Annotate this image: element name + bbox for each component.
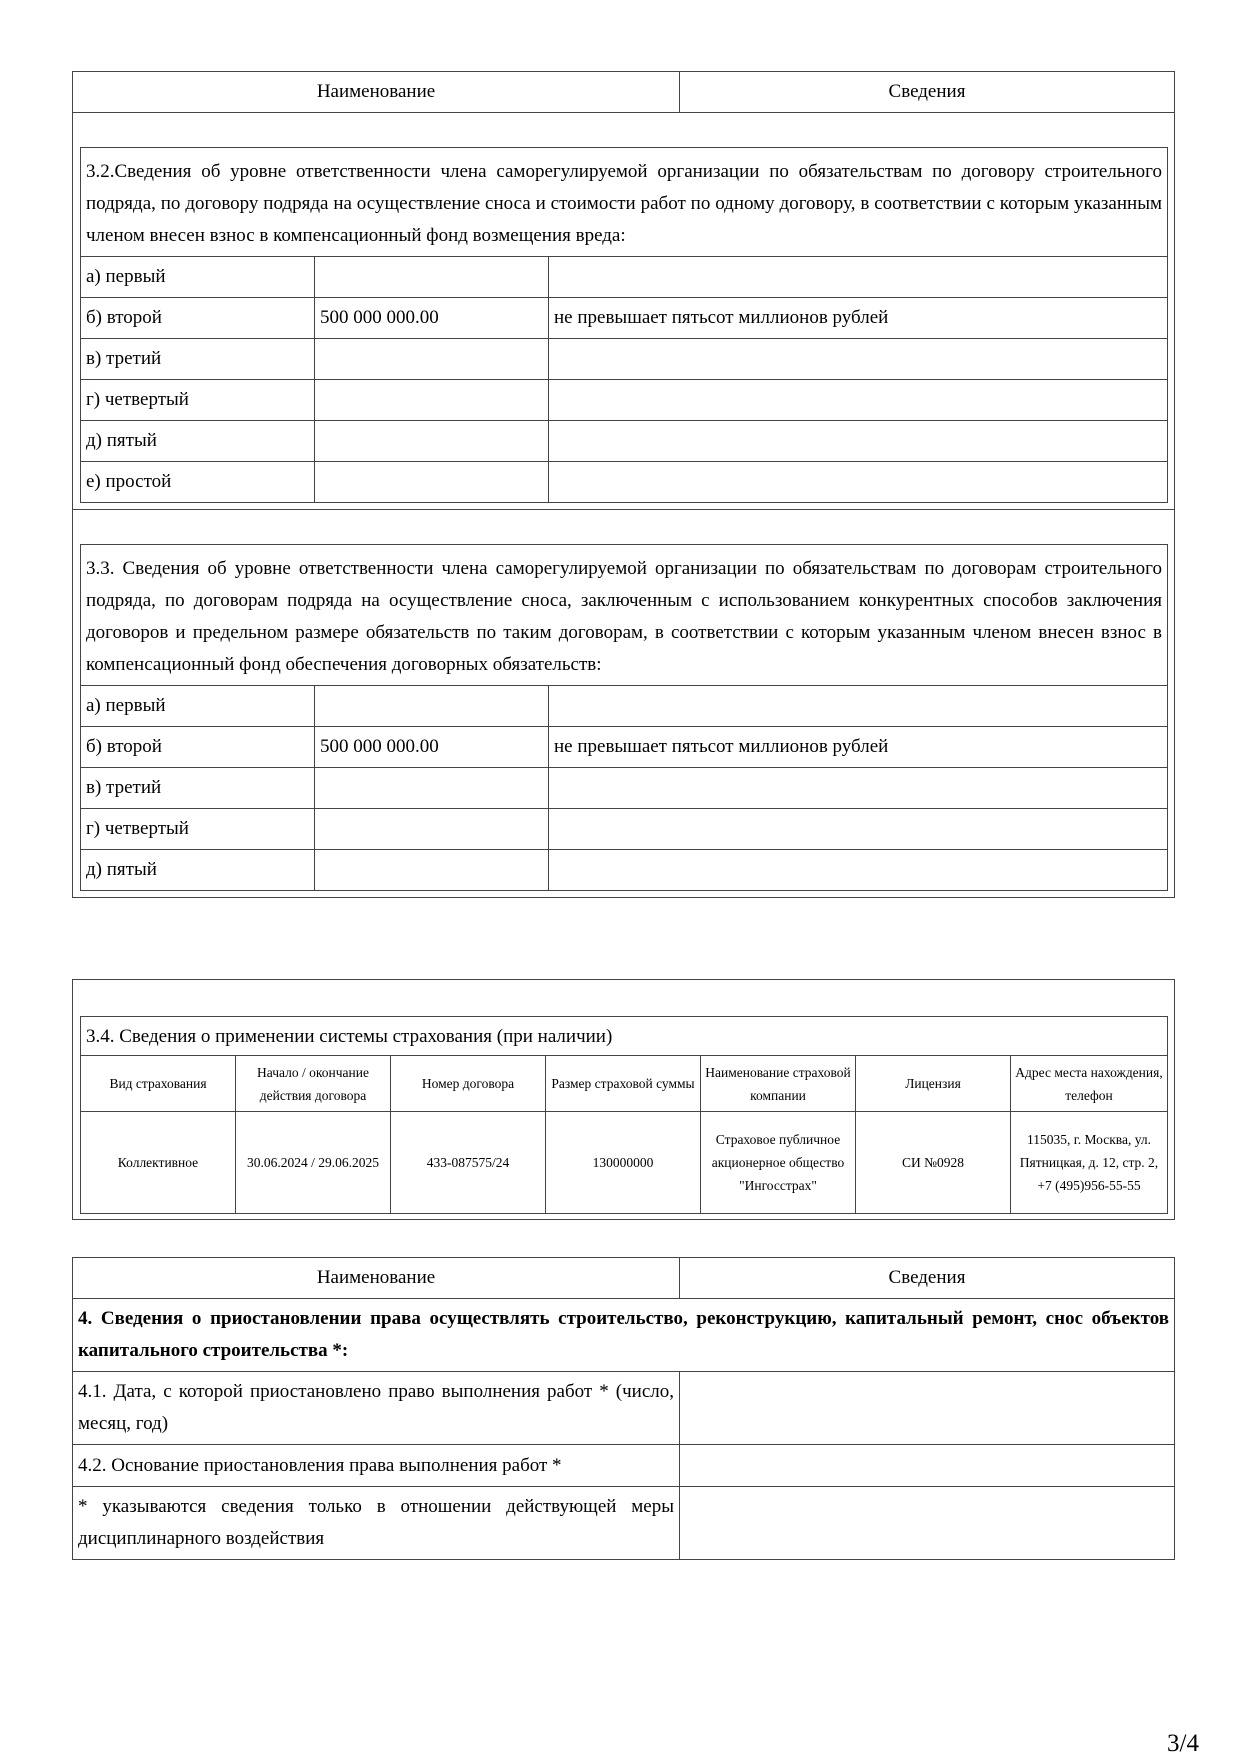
section-3-2-table — [80, 147, 1168, 503]
level-text — [549, 339, 1168, 380]
ins-type: Коллективное — [81, 1112, 236, 1214]
level-amount: 500 000 000.00 — [315, 298, 549, 339]
col-sum: Размер страховой суммы — [546, 1056, 701, 1112]
level-amount — [315, 380, 549, 421]
liability-table — [72, 71, 1175, 898]
level-label: е) простой — [81, 462, 315, 503]
insurance-table — [80, 1016, 1168, 1214]
ins-number: 433-087575/24 — [391, 1112, 546, 1214]
header-name: Наименование — [73, 1258, 680, 1299]
level-amount — [315, 850, 549, 891]
level-label: г) четвертый — [81, 380, 315, 421]
level-text — [549, 257, 1168, 298]
col-number: Номер договора — [391, 1056, 546, 1112]
level-text — [549, 768, 1168, 809]
level-amount — [315, 768, 549, 809]
suspension-table — [72, 1257, 1175, 1560]
ins-license: СИ №0928 — [856, 1112, 1011, 1214]
page-number: 3/4 — [1167, 1730, 1199, 1757]
level-label: в) третий — [81, 768, 315, 809]
level-text: не превышает пятьсот миллионов рублей — [549, 727, 1168, 768]
header-name: Наименование — [73, 72, 680, 113]
col-company: Наименование страховой компании — [701, 1056, 856, 1112]
section-3-3-title: 3.3. Сведения об уровне ответственности члена саморегулируемой организации по обязательствам по договорам строительного подряда, по договорам подряда на осуществление сноса, заключенным с использованием конкурентных способов заключения договоров и предельном размере обязательств по таким договорам, в соответствии с которым указанным членом внесен взнос в компенсационный фонд обеспечения договорных обязательств: — [81, 545, 1168, 686]
section-3-3-table — [80, 544, 1168, 891]
suspension-date-label: 4.1. Дата, с которой приостановлено право выполнения работ * (число, месяц, год) — [73, 1372, 680, 1445]
level-text — [549, 850, 1168, 891]
section-3-3 — [73, 510, 1174, 897]
suspension-date-value — [680, 1372, 1175, 1445]
level-text — [549, 809, 1168, 850]
insurance-title: 3.4. Сведения о применении системы страхования (при наличии) — [81, 1017, 1168, 1056]
section-4-title: 4. Сведения о приостановлении права осуществлять строительство, реконструкцию, капитальный ремонт, снос объектов капитального строительства *: — [73, 1299, 1175, 1372]
ins-address: 115035, г. Москва, ул. Пятницкая, д. 12, стр. 2, +7 (495)956-55-55 — [1011, 1112, 1168, 1214]
level-amount — [315, 339, 549, 380]
level-text — [549, 380, 1168, 421]
header-info: Сведения — [680, 72, 1175, 113]
level-label: д) пятый — [81, 850, 315, 891]
level-text — [549, 462, 1168, 503]
section-3-2-title: 3.2.Сведения об уровне ответственности члена саморегулируемой организации по обязательствам по договору строительного подряда, по договору подряда на осуществление сноса и стоимости работ по одному договору, в соответствии с которым указанным членом внесен взнос в компенсационный фонд возмещения вреда: — [81, 148, 1168, 257]
level-text — [549, 686, 1168, 727]
level-amount — [315, 257, 549, 298]
ins-period: 30.06.2024 / 29.06.2025 — [236, 1112, 391, 1214]
level-label: б) второй — [81, 727, 315, 768]
footnote-label: * указываются сведения только в отношении действующей меры дисциплинарного воздействия — [73, 1487, 680, 1560]
suspension-basis-value — [680, 1445, 1175, 1487]
col-license: Лицензия — [856, 1056, 1011, 1112]
ins-company: Страховое публичное акционерное общество "Ингосстрах" — [701, 1112, 856, 1214]
level-amount: 500 000 000.00 — [315, 727, 549, 768]
level-label: а) первый — [81, 686, 315, 727]
col-period: Начало / окончание действия договора — [236, 1056, 391, 1112]
header-info: Сведения — [680, 1258, 1175, 1299]
level-amount — [315, 809, 549, 850]
footnote-value — [680, 1487, 1175, 1560]
level-amount — [315, 686, 549, 727]
level-label: д) пятый — [81, 421, 315, 462]
suspension-basis-label: 4.2. Основание приостановления права выполнения работ * — [73, 1445, 680, 1487]
ins-sum: 130000000 — [546, 1112, 701, 1214]
insurance-block — [72, 979, 1175, 1220]
level-text — [549, 421, 1168, 462]
level-label: в) третий — [81, 339, 315, 380]
section-3-2 — [73, 113, 1174, 510]
liability-header — [73, 72, 1174, 113]
level-amount — [315, 421, 549, 462]
col-address: Адрес места нахождения, телефон — [1011, 1056, 1168, 1112]
level-amount — [315, 462, 549, 503]
level-label: а) первый — [81, 257, 315, 298]
level-label: б) второй — [81, 298, 315, 339]
level-label: г) четвертый — [81, 809, 315, 850]
col-type: Вид страхования — [81, 1056, 236, 1112]
level-text: не превышает пятьсот миллионов рублей — [549, 298, 1168, 339]
